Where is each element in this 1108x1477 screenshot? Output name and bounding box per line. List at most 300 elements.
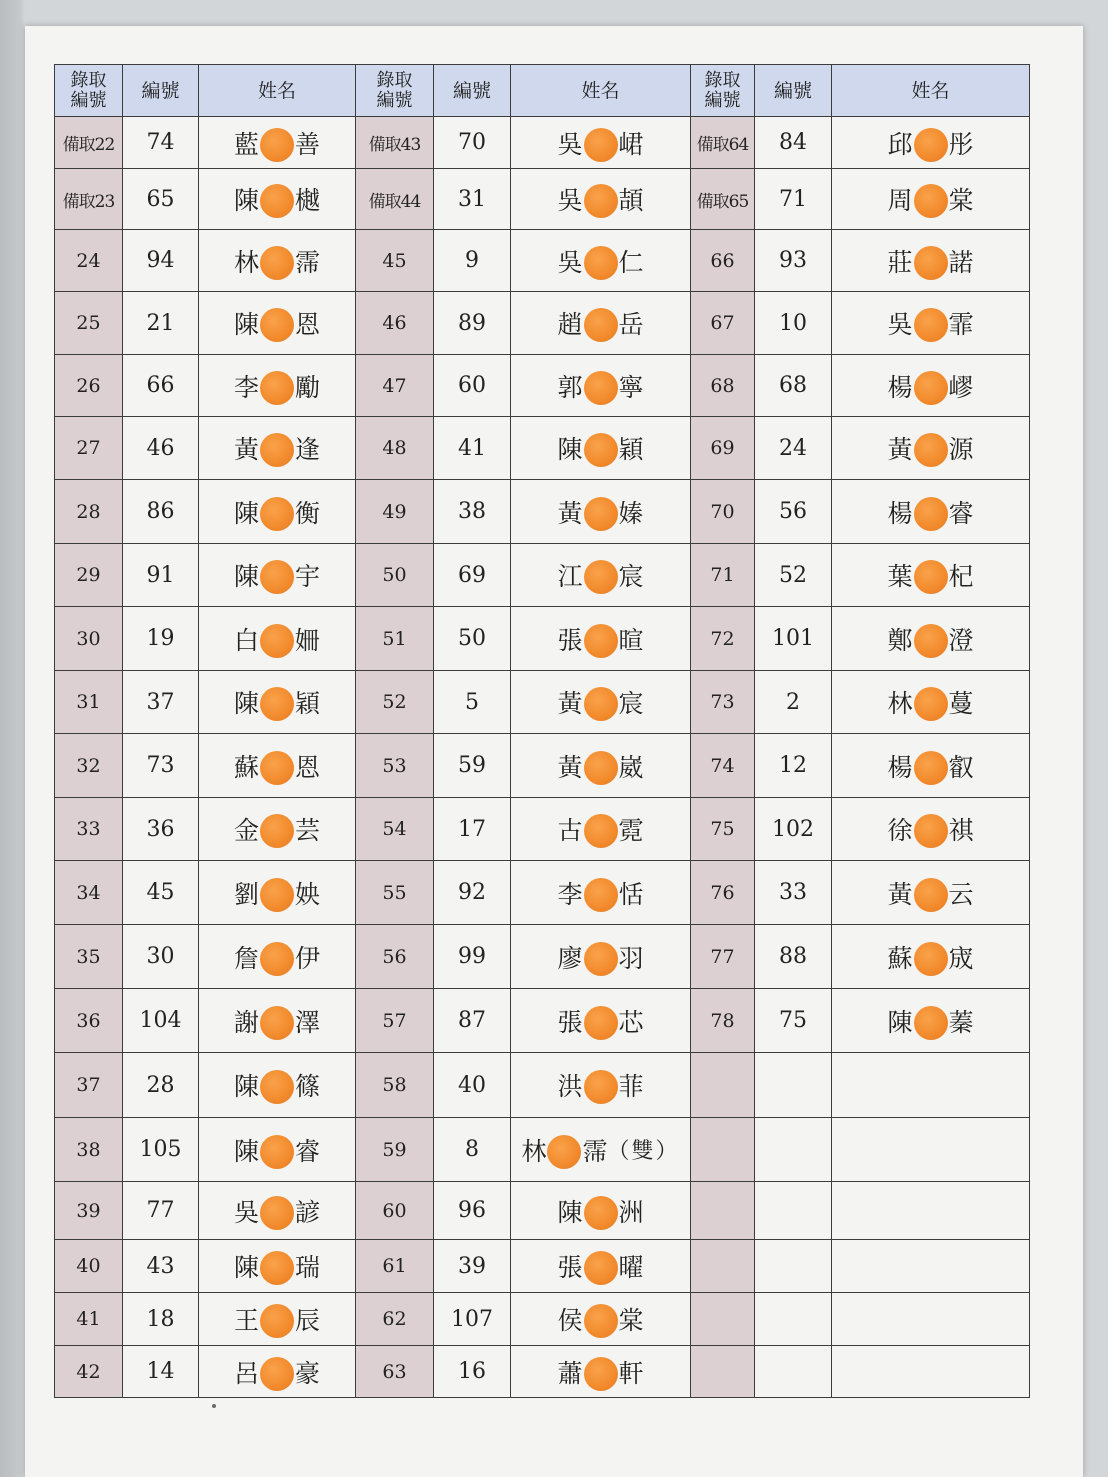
student-name: [557, 1300, 643, 1338]
admit-no-cell: 27: [55, 417, 123, 480]
given-name-char: 暄: [618, 625, 644, 655]
redaction-dot: [260, 433, 294, 467]
admit-no-cell: 26: [55, 355, 123, 417]
empty-cell: [691, 1240, 755, 1293]
surname-char: 陳: [557, 435, 583, 464]
number-cell: 28: [123, 1053, 199, 1118]
number-cell: 10: [755, 292, 832, 355]
number-cell: 75: [755, 989, 832, 1053]
redaction-dot: [914, 497, 948, 531]
name-cell: [511, 544, 691, 607]
admit-no-cell: 25: [55, 292, 123, 355]
given-name-char: 睿: [948, 498, 974, 528]
given-name-char: 峮: [618, 129, 644, 159]
name-cell: [511, 607, 691, 671]
student-name: [557, 1002, 643, 1040]
name-cell: [832, 798, 1030, 861]
surname-char: 劉: [233, 879, 259, 909]
table-row: [55, 1240, 1030, 1293]
given-name-char: 睿: [295, 1136, 321, 1166]
admit-no-cell: 31: [55, 671, 123, 734]
name-cell: [832, 734, 1030, 798]
given-name-char: 彤: [948, 129, 974, 159]
admit-no-cell: 35: [55, 925, 123, 989]
name-cell: [199, 734, 356, 798]
admit-no-cell: 73: [691, 671, 755, 734]
surname-char: 張: [557, 1007, 583, 1037]
surname-char: 陳: [233, 498, 259, 528]
redaction-dot: [914, 433, 948, 467]
surname-char: 陳: [233, 1072, 259, 1101]
given-name-char: 菲: [618, 1072, 644, 1101]
redaction-dot: [584, 1196, 618, 1230]
number-cell: 71: [755, 169, 832, 230]
header-number: 編號: [434, 65, 511, 117]
header-name: 姓名: [199, 65, 356, 117]
number-cell: 46: [123, 417, 199, 480]
admit-no-cell: 48: [356, 417, 434, 480]
number-cell: 52: [755, 544, 832, 607]
surname-char: 周: [887, 186, 913, 215]
given-name-char: 芸: [295, 816, 321, 845]
surname-char: 謝: [233, 1007, 259, 1037]
number-cell: 16: [434, 1346, 511, 1398]
admit-no-cell: 備取22: [55, 117, 123, 169]
student-name: [887, 747, 973, 785]
student-name: [234, 1002, 320, 1040]
surname-char: 黃: [887, 879, 913, 909]
admit-no-cell: 61: [356, 1240, 434, 1293]
empty-cell: [755, 1182, 832, 1240]
given-name-char: 諾: [948, 247, 974, 277]
surname-char: 蘇: [233, 752, 259, 782]
name-cell: [832, 292, 1030, 355]
surname-char: 吳: [887, 310, 913, 339]
empty-cell: [691, 1053, 755, 1118]
empty-cell: [832, 1293, 1030, 1346]
roster-body: [55, 117, 1030, 1398]
surname-char: 邱: [887, 129, 913, 159]
admit-no-cell: 74: [691, 734, 755, 798]
given-name-char: 棠: [948, 186, 974, 215]
given-name-char: 姍: [295, 625, 321, 655]
given-name-char: 源: [948, 435, 974, 464]
given-name-char: 霏: [948, 310, 974, 339]
surname-char: 陳: [233, 1253, 259, 1282]
surname-char: 黃: [557, 689, 583, 718]
given-name-char: 曜: [618, 1253, 644, 1282]
admit-no-cell: 備取65: [691, 169, 755, 230]
admit-no-cell: 68: [691, 355, 755, 417]
empty-cell: [691, 1182, 755, 1240]
table-row: [55, 925, 1030, 989]
number-cell: 65: [123, 169, 199, 230]
number-cell: 8: [434, 1118, 511, 1182]
number-cell: 70: [434, 117, 511, 169]
redaction-dot: [914, 184, 948, 218]
name-cell: [511, 1293, 691, 1346]
name-cell: [199, 169, 356, 230]
number-cell: 31: [434, 169, 511, 230]
redaction-dot: [547, 1135, 581, 1169]
name-cell: [199, 1053, 356, 1118]
header-row: [55, 65, 1030, 117]
empty-cell: [755, 1053, 832, 1118]
name-cell: [511, 671, 691, 734]
given-name-char: 寧: [618, 372, 644, 402]
student-name: [887, 556, 973, 594]
surname-char: 藍: [233, 129, 259, 159]
header-name: 姓名: [511, 65, 691, 117]
student-name: [234, 556, 320, 594]
table-row: [55, 169, 1030, 230]
surname-char: 洪: [557, 1072, 583, 1101]
name-cell: [511, 1182, 691, 1240]
given-name-char: 篠: [295, 1072, 321, 1101]
surname-char: 林: [233, 247, 259, 277]
number-cell: 91: [123, 544, 199, 607]
number-cell: 17: [434, 798, 511, 861]
empty-cell: [832, 1182, 1030, 1240]
number-cell: 37: [123, 671, 199, 734]
surname-char: 蘇: [887, 943, 913, 973]
name-cell: [511, 1240, 691, 1293]
table-row: [55, 292, 1030, 355]
number-cell: 30: [123, 925, 199, 989]
name-cell: [511, 1346, 691, 1398]
given-name-char: 樾: [295, 186, 321, 215]
empty-cell: [755, 1293, 832, 1346]
empty-cell: [691, 1293, 755, 1346]
name-cell: [511, 1053, 691, 1118]
admit-no-cell: 70: [691, 480, 755, 544]
given-name-char: 蓁: [948, 1007, 974, 1037]
redaction-dot: [260, 184, 294, 218]
redaction-dot: [584, 497, 618, 531]
name-cell: [511, 925, 691, 989]
admit-no-cell: 78: [691, 989, 755, 1053]
empty-cell: [755, 1118, 832, 1182]
student-name: [234, 1247, 320, 1285]
surname-char: 林: [521, 1136, 547, 1166]
given-name-char: 宸: [618, 562, 644, 591]
name-cell: [832, 989, 1030, 1053]
table-row: [55, 1346, 1030, 1398]
surname-char: 楊: [887, 752, 913, 782]
empty-cell: [691, 1346, 755, 1398]
redaction-dot: [260, 878, 294, 912]
given-name-char: 棠: [618, 1306, 644, 1335]
student-name: [887, 124, 973, 162]
surname-char: 金: [233, 816, 259, 845]
name-cell: [832, 861, 1030, 925]
student-name: [234, 1192, 320, 1230]
name-cell: [199, 1293, 356, 1346]
admit-no-cell: 59: [356, 1118, 434, 1182]
admit-no-cell: 36: [55, 989, 123, 1053]
admit-no-cell: 63: [356, 1346, 434, 1398]
table-row: [55, 417, 1030, 480]
given-name-char: 澤: [295, 1007, 321, 1037]
name-cell: [199, 1240, 356, 1293]
admit-no-cell: 32: [55, 734, 123, 798]
redaction-dot: [584, 1070, 618, 1104]
name-suffix: （雙）: [607, 1139, 680, 1164]
name-cell: [511, 734, 691, 798]
name-cell: [199, 417, 356, 480]
surname-char: 趙: [557, 310, 583, 339]
student-name: [521, 1131, 679, 1169]
name-cell: [832, 230, 1030, 292]
admit-no-cell: 45: [356, 230, 434, 292]
surname-char: 吳: [557, 186, 583, 215]
redaction-dot: [260, 246, 294, 280]
redaction-dot: [584, 1304, 618, 1338]
surname-char: 張: [557, 625, 583, 655]
redaction-dot: [584, 624, 618, 658]
surname-char: 廖: [557, 943, 583, 973]
redaction-dot: [260, 128, 294, 162]
redaction-dot: [260, 560, 294, 594]
number-cell: 93: [755, 230, 832, 292]
number-cell: 50: [434, 607, 511, 671]
student-name: [887, 938, 973, 976]
admit-no-cell: 33: [55, 798, 123, 861]
table-row: [55, 1118, 1030, 1182]
name-cell: [199, 292, 356, 355]
redaction-dot: [584, 371, 618, 405]
given-name-char: 瑞: [295, 1253, 321, 1282]
number-cell: 105: [123, 1118, 199, 1182]
surname-char: 葉: [887, 562, 913, 591]
redaction-dot: [914, 624, 948, 658]
table-row: [55, 544, 1030, 607]
given-name-char: 逢: [295, 435, 321, 464]
given-name-char: 叡: [948, 752, 974, 782]
redaction-dot: [260, 1070, 294, 1104]
given-name-char: 軒: [618, 1358, 644, 1388]
surname-char: 陳: [233, 1136, 259, 1166]
student-name: [557, 1066, 643, 1104]
name-cell: [199, 861, 356, 925]
number-cell: 74: [123, 117, 199, 169]
redaction-dot: [584, 560, 618, 594]
table-row: [55, 355, 1030, 417]
redaction-dot: [584, 184, 618, 218]
student-name: [557, 556, 643, 594]
name-cell: [511, 798, 691, 861]
surname-char: 楊: [887, 498, 913, 528]
admit-no-cell: 備取23: [55, 169, 123, 230]
table-row: [55, 798, 1030, 861]
given-name-char: 羽: [618, 943, 644, 973]
redaction-dot: [914, 308, 948, 342]
surname-char: 徐: [887, 816, 913, 845]
student-name: [887, 620, 973, 658]
name-cell: [511, 480, 691, 544]
number-cell: 102: [755, 798, 832, 861]
redaction-dot: [584, 308, 618, 342]
admit-no-cell: 57: [356, 989, 434, 1053]
given-name-char: 善: [295, 129, 321, 159]
number-cell: 73: [123, 734, 199, 798]
number-cell: 84: [755, 117, 832, 169]
student-name: [557, 747, 643, 785]
student-name: [234, 810, 320, 848]
redaction-dot: [584, 246, 618, 280]
number-cell: 60: [434, 355, 511, 417]
name-cell: [832, 544, 1030, 607]
empty-cell: [755, 1346, 832, 1398]
admit-no-cell: 71: [691, 544, 755, 607]
redaction-dot: [584, 878, 618, 912]
given-name-char: 仁: [618, 247, 644, 277]
given-name-char: 云: [948, 879, 974, 909]
redaction-dot: [914, 942, 948, 976]
header-admit-no: 錄取 編號: [356, 65, 434, 117]
table-row: [55, 1182, 1030, 1240]
name-cell: [511, 355, 691, 417]
empty-cell: [755, 1240, 832, 1293]
redaction-dot: [260, 308, 294, 342]
student-name: [557, 242, 643, 280]
table-row: [55, 734, 1030, 798]
name-cell: [199, 925, 356, 989]
student-name: [557, 124, 643, 162]
given-name-char: 勵: [295, 372, 321, 402]
student-name: [887, 493, 973, 531]
student-name: [557, 1247, 643, 1285]
surname-char: 鄭: [887, 625, 913, 655]
header-name: 姓名: [832, 65, 1030, 117]
student-name: [887, 429, 973, 467]
student-name: [234, 747, 320, 785]
student-name: [557, 180, 643, 218]
surname-char: 陳: [887, 1007, 913, 1037]
name-cell: [511, 417, 691, 480]
empty-cell: [832, 1053, 1030, 1118]
name-cell: [199, 671, 356, 734]
admit-no-cell: 39: [55, 1182, 123, 1240]
header-number: 編號: [123, 65, 199, 117]
student-name: [234, 620, 320, 658]
name-cell: [511, 117, 691, 169]
surname-char: 吳: [233, 1197, 259, 1227]
admit-no-cell: 40: [55, 1240, 123, 1293]
student-name: [234, 304, 320, 342]
name-cell: [511, 292, 691, 355]
table-row: [55, 117, 1030, 169]
number-cell: 18: [123, 1293, 199, 1346]
surname-char: 吳: [557, 129, 583, 159]
student-name: [887, 1002, 973, 1040]
admit-no-cell: 77: [691, 925, 755, 989]
surname-char: 陳: [233, 562, 259, 591]
redaction-dot: [260, 371, 294, 405]
number-cell: 12: [755, 734, 832, 798]
student-name: [887, 810, 973, 848]
given-name-char: 霓: [618, 816, 644, 845]
given-name-char: 霈: [582, 1136, 608, 1166]
given-name-char: 恬: [618, 879, 644, 909]
given-name-char: 宸: [618, 689, 644, 718]
given-name-char: 嵺: [948, 372, 974, 402]
name-cell: [511, 1118, 691, 1182]
redaction-dot: [260, 751, 294, 785]
surname-char: 黃: [887, 435, 913, 464]
surname-char: 古: [557, 816, 583, 845]
number-cell: 40: [434, 1053, 511, 1118]
redaction-dot: [584, 1251, 618, 1285]
admit-no-cell: 72: [691, 607, 755, 671]
student-name: [234, 367, 320, 405]
header-admit-no: 錄取 編號: [691, 65, 755, 117]
surname-char: 莊: [887, 247, 913, 277]
surname-char: 林: [887, 689, 913, 718]
student-name: [234, 1066, 320, 1104]
name-cell: [199, 480, 356, 544]
name-cell: [199, 1118, 356, 1182]
admit-no-cell: 42: [55, 1346, 123, 1398]
surname-char: 江: [557, 562, 583, 591]
redaction-dot: [914, 246, 948, 280]
admit-no-cell: 52: [356, 671, 434, 734]
given-name-char: 祺: [948, 816, 974, 845]
redaction-dot: [260, 942, 294, 976]
surname-char: 黃: [557, 498, 583, 528]
table-row: [55, 607, 1030, 671]
surname-char: 詹: [233, 943, 259, 973]
student-name: [234, 242, 320, 280]
admit-no-cell: 76: [691, 861, 755, 925]
given-name-char: 霈: [295, 247, 321, 277]
header-number: 編號: [755, 65, 832, 117]
redaction-dot: [914, 371, 948, 405]
student-name: [234, 1300, 320, 1338]
given-name-char: 岳: [618, 310, 644, 339]
redaction-dot: [260, 497, 294, 531]
admit-no-cell: 24: [55, 230, 123, 292]
surname-char: 蕭: [557, 1358, 583, 1388]
empty-cell: [832, 1346, 1030, 1398]
surname-char: 陳: [233, 310, 259, 339]
name-cell: [199, 1182, 356, 1240]
redaction-dot: [584, 814, 618, 848]
surname-char: 黃: [557, 752, 583, 782]
student-name: [234, 1131, 320, 1169]
number-cell: 94: [123, 230, 199, 292]
number-cell: 89: [434, 292, 511, 355]
surname-char: 楊: [887, 372, 913, 402]
redaction-dot: [584, 1006, 618, 1040]
name-cell: [832, 169, 1030, 230]
student-name: [234, 1353, 320, 1391]
admit-no-cell: 47: [356, 355, 434, 417]
name-cell: [199, 607, 356, 671]
student-name: [234, 429, 320, 467]
surname-char: 王: [233, 1306, 259, 1335]
redaction-dot: [260, 1251, 294, 1285]
empty-cell: [691, 1118, 755, 1182]
surname-char: 白: [233, 625, 259, 655]
number-cell: 9: [434, 230, 511, 292]
student-name: [557, 683, 643, 721]
paper-speck: [212, 1404, 216, 1408]
given-name-char: 恩: [295, 310, 321, 339]
name-cell: [511, 230, 691, 292]
surname-char: 郭: [557, 372, 583, 402]
number-cell: 56: [755, 480, 832, 544]
